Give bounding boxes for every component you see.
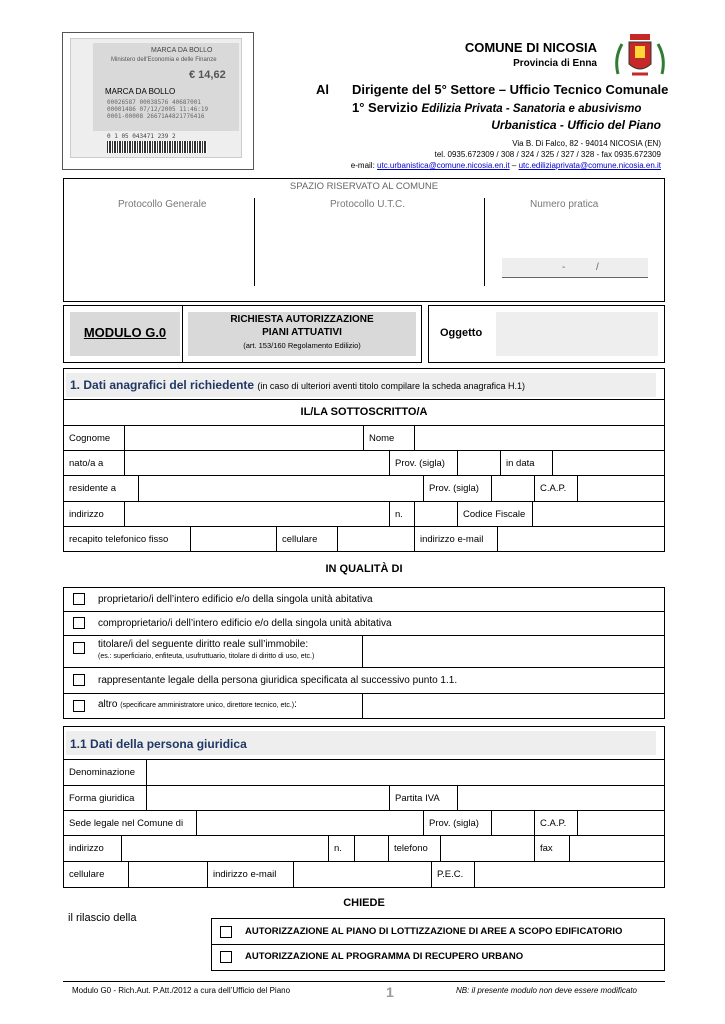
email-link-urbanistica[interactable]: utc.urbanistica@comune.nicosia.en.it: [377, 161, 510, 170]
richiesta-line3: (art. 153/160 Regolamento Edilizio): [243, 341, 361, 350]
proprietario-checkbox[interactable]: [73, 593, 85, 605]
marca-da-bollo-stamp: [70, 38, 242, 158]
footer-note: NB: il presente modulo non deve essere modificato: [456, 986, 637, 995]
al-label: Al: [316, 82, 329, 97]
pg-fax-label: fax: [534, 835, 570, 862]
denominazione-label: Denominazione: [63, 759, 147, 786]
address: Via B. Di Falco, 82 - 94014 NICOSIA (EN): [512, 139, 661, 148]
stamp-ministry: Ministero dell'Economia e delle Finanze: [111, 57, 217, 63]
pg-indirizzo-input[interactable]: [121, 835, 329, 862]
oggetto-field[interactable]: [496, 312, 658, 356]
qualita-heading: IN QUALITÀ DI: [325, 563, 403, 575]
divider: [211, 944, 665, 945]
residente-input[interactable]: [138, 475, 424, 502]
indirizzo-input[interactable]: [124, 501, 390, 527]
pg-prov-label: Prov. (sigla): [423, 810, 492, 836]
lottizzazione-checkbox[interactable]: [220, 926, 232, 938]
sede-legale-input[interactable]: [196, 810, 424, 836]
numero-pratica-field[interactable]: [502, 258, 648, 278]
cognome-label: Cognome: [63, 425, 125, 451]
forma-giuridica-input[interactable]: [146, 785, 390, 811]
in-data-input[interactable]: [552, 450, 665, 476]
comproprietario-checkbox[interactable]: [73, 617, 85, 629]
cellulare-label: cellulare: [276, 526, 338, 552]
pg-prov-input[interactable]: [491, 810, 535, 836]
codice-fiscale-label: Codice Fiscale: [457, 501, 533, 527]
pg-indirizzo-label: indirizzo: [63, 835, 122, 862]
divider: [63, 611, 665, 612]
dirigente-line: Dirigente del 5° Settore – Ufficio Tecnico Comunale: [352, 82, 669, 97]
phone-line: tel. 0935.672309 / 308 / 324 / 325 / 327 / 328 - fax 0935.672309: [434, 150, 661, 159]
sede-legale-label: Sede legale nel Comune di: [63, 810, 197, 836]
pg-telefono-input[interactable]: [440, 835, 535, 862]
pg-cellulare-input[interactable]: [128, 861, 208, 888]
page-number: 1: [386, 984, 394, 1000]
email-link-edilizia[interactable]: utc.ediliziaprivata@comune.nicosia.en.it: [518, 161, 661, 170]
numero-input[interactable]: [414, 501, 458, 527]
email-label: indirizzo e-mail: [414, 526, 498, 552]
numero-pratica-label: Numero pratica: [530, 199, 599, 210]
urbanistica-line: Urbanistica - Ufficio del Piano: [491, 118, 661, 132]
nome-input[interactable]: [414, 425, 665, 451]
pg-numero-label: n.: [328, 835, 355, 862]
prov1-label: Prov. (sigla): [389, 450, 458, 476]
stamp-code: 0 1 05 043471 239 2: [107, 133, 176, 140]
pg-telefono-label: telefono: [388, 835, 441, 862]
protocollo-utc-label: Protocollo U.T.C.: [330, 199, 406, 210]
pg-cap-label: C.A.P.: [534, 810, 578, 836]
stamp-top-text: MARCA DA BOLLO: [151, 47, 213, 54]
residente-label: residente a: [63, 475, 139, 502]
reserved-title: SPAZIO RISERVATO AL COMUNE: [289, 181, 439, 192]
pg-fax-input[interactable]: [569, 835, 665, 862]
prov1-input[interactable]: [457, 450, 501, 476]
rappresentante-checkbox[interactable]: [73, 674, 85, 686]
divider: [254, 198, 255, 286]
richiesta-line1: RICHIESTA AUTORIZZAZIONE: [230, 314, 374, 325]
comune-title: COMUNE DI NICOSIA: [464, 40, 597, 55]
footer-left: Modulo G0 - Rich.Aut. P.Att./2012 a cura dell’Ufficio del Piano: [72, 986, 291, 995]
recupero-urbano-label: AUTORIZZAZIONE AL PROGRAMMA DI RECUPERO URBANO: [245, 951, 524, 962]
lottizzazione-label: AUTORIZZAZIONE AL PIANO DI LOTTIZZAZIONE DI AREE A SCOPO EDIFICATORIO: [245, 926, 623, 937]
coat-of-arms-icon: [612, 30, 668, 80]
email-line: e-mail: utc.urbanistica@comune.nicosia.en.it – utc.ediliziaprivata@comune.nicosia.en.it: [350, 161, 661, 170]
nato-input[interactable]: [124, 450, 390, 476]
cellulare-input[interactable]: [337, 526, 415, 552]
partita-iva-label: Partita IVA: [389, 785, 458, 811]
nato-label: nato/a a: [63, 450, 125, 476]
email-input[interactable]: [497, 526, 665, 552]
altro-checkbox[interactable]: [73, 700, 85, 712]
rappresentante-label: rappresentante legale della persona giuridica specificata al successivo punto 1.1.: [98, 675, 458, 686]
telefono-input[interactable]: [190, 526, 277, 552]
pratica-slash: /: [596, 262, 599, 273]
altro-input[interactable]: [362, 693, 665, 719]
sottoscritto-heading: IL/LA SOTTOSCRITTO/A: [63, 400, 665, 426]
prov2-label: Prov. (sigla): [423, 475, 492, 502]
pg-cellulare-label: cellulare: [63, 861, 129, 888]
stamp-value: € 14,62: [189, 69, 226, 81]
pg-cap-input[interactable]: [577, 810, 665, 836]
reserved-box: [63, 178, 665, 302]
cognome-input[interactable]: [124, 425, 364, 451]
diritto-reale-input[interactable]: [362, 635, 665, 667]
titolare-label: titolare/i del seguente diritto reale sull’immobile:: [98, 639, 309, 650]
protocollo-generale-label: Protocollo Generale: [118, 199, 207, 210]
pratica-dash: -: [562, 262, 566, 273]
recupero-urbano-checkbox[interactable]: [220, 951, 232, 963]
indirizzo-label: indirizzo: [63, 501, 125, 527]
divider: [63, 667, 665, 668]
cap-label: C.A.P.: [534, 475, 578, 502]
numero-label: n.: [389, 501, 415, 527]
chiede-heading: CHIEDE: [343, 897, 385, 909]
titolare-note: (es.: superficiario, enfiteuta, usufruttuario, titolare di diritto di uso, etc.): [98, 653, 315, 660]
footer-divider: [63, 981, 665, 982]
richiesta-line2: PIANI ATTUATIVI: [262, 327, 342, 338]
in-data-label: in data: [500, 450, 553, 476]
codice-fiscale-input[interactable]: [532, 501, 665, 527]
pg-pec-label: P.E.C.: [431, 861, 475, 888]
divider: [484, 198, 485, 286]
telefono-label: recapito telefonico fisso: [63, 526, 191, 552]
comproprietario-label: comproprietario/i dell’intero edificio e/o della singola unità abitativa: [98, 618, 392, 629]
rilascio-label: il rilascio della: [68, 912, 137, 924]
pg-email-label: indirizzo e-mail: [207, 861, 294, 888]
stamp-label: MARCA DA BOLLO: [105, 87, 176, 96]
servizio-line: 1° Servizio Edilizia Privata - Sanatoria e abusivismo: [352, 100, 642, 115]
altro-label: altro (specificare amministratore unico, direttore tecnico, etc.):: [98, 699, 297, 710]
cap-input[interactable]: [577, 475, 665, 502]
pg-email-input[interactable]: [293, 861, 432, 888]
section1-title: 1. Dati anagrafici del richiedente (in caso di ulteriori aventi titolo compilare la scheda anagrafica H.1): [70, 378, 526, 392]
pg-pec-input[interactable]: [474, 861, 665, 888]
barcode-icon: [107, 141, 207, 153]
proprietario-label: proprietario/i dell’intero edificio e/o della singola unità abitativa: [98, 594, 373, 605]
partita-iva-input[interactable]: [457, 785, 665, 811]
modulo-label: MODULO G.0: [83, 325, 167, 340]
titolare-checkbox[interactable]: [73, 642, 85, 654]
section11-title: 1.1 Dati della persona giuridica: [70, 737, 247, 751]
oggetto-label: Oggetto: [440, 327, 483, 339]
nome-label: Nome: [363, 425, 415, 451]
stamp-numbers: 00026587 00038576 40687001 00001486 07/12/2005 11:46:19 0001-00008 26671A4821776416: [107, 99, 209, 120]
prov2-input[interactable]: [491, 475, 535, 502]
forma-giuridica-label: Forma giuridica: [63, 785, 147, 811]
pg-numero-input[interactable]: [354, 835, 389, 862]
provincia: Provincia di Enna: [513, 58, 597, 69]
denominazione-input[interactable]: [146, 759, 665, 786]
